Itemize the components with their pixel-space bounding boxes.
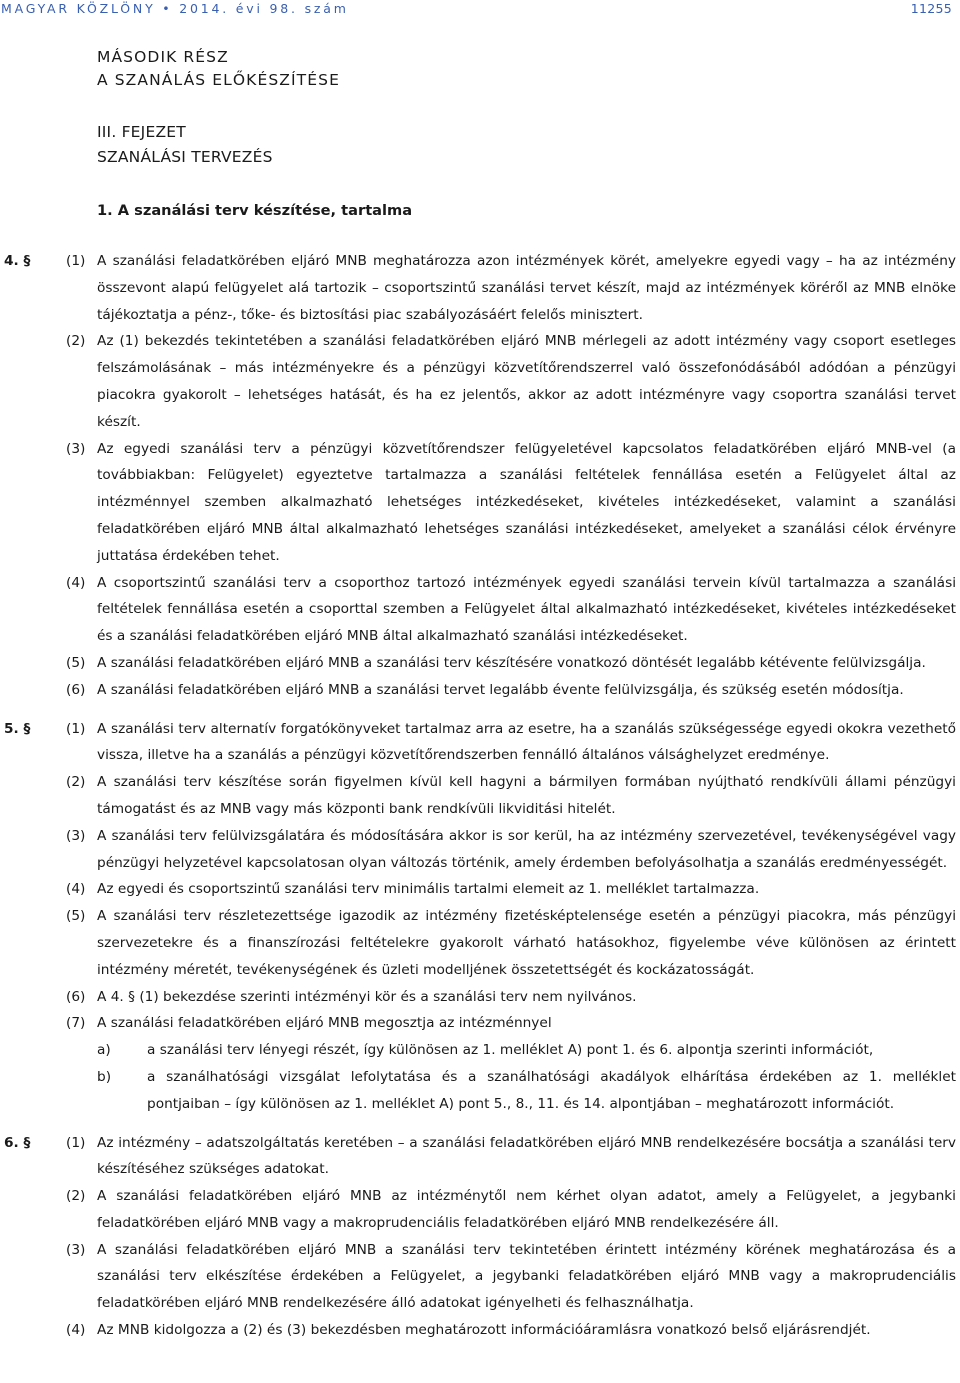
list-item-label: a): [97, 1042, 111, 1059]
paragraph: [0, 1010, 960, 1037]
paragraph: [0, 1183, 960, 1237]
paragraph-number: (4): [66, 574, 86, 591]
paragraph-number: (4): [66, 881, 86, 898]
paragraph-number: (1): [66, 253, 86, 269]
paragraph-text: A szanálási terv készítése során figyelmen kívül kell hagyni a bármilyen formában nyújtható rendkívüli állami pénzügyi támogatást és az MNB vagy más központi bank rendkívüli likviditási hitelét.: [97, 774, 956, 817]
list-item-label: b): [97, 1068, 112, 1085]
paragraph-number: (7): [66, 1015, 86, 1032]
paragraph: [0, 769, 960, 823]
paragraph: [0, 248, 960, 328]
paragraph-number: (6): [66, 988, 86, 1005]
paragraph-text: Az (1) bekezdés tekintetében a szanálási feladatkörében eljáró MNB mérlegeli az adott intézmény vagy csoport esetleges felszámolásának – más intézményekre és a pénzügyi közvetítőrendszerrel való összefonódásából adódóan a pénzügyi piacokra gyakorolt – lehetséges hatását, és ha ez jelentős, akkor az adott intézményre vagy csoportra szanálási tervet készít.: [97, 333, 956, 430]
chapter-label: III. FEJEZET: [97, 123, 186, 141]
paragraph-text: A szanálási terv részletezettsége igazodik az intézmény fizetésképtelensége esetén a pénzügyi piacokra, más pénzügyi szervezetekre és a finanszírozási feltételekre gyakorolt várható hatásokhoz, figyelembe véve különösen az érintett intézmény méretét, tevékenységének és üzleti modelljének összetettségét és kockázatosságát.: [97, 908, 956, 978]
paragraph-number: (1): [66, 720, 86, 737]
subtitle: 1. A szanálási terv készítése, tartalma: [97, 202, 413, 219]
page-number: 11255: [910, 1, 952, 16]
paragraph-number: (5): [66, 654, 86, 671]
paragraph: [0, 823, 960, 877]
paragraph-text: A szanálási terv felülvizsgálatára és módosítására akkor is sor kerül, ha az intézmény szervezetével, tevékenységével vagy pénzügyi helyzetével kapcsolatosan olyan változás történik, amely érdemben befolyásolhatja a szanálás eredményességét.: [97, 827, 956, 871]
list-item: [0, 1064, 960, 1118]
part-label: MÁSODIK RÉSZ: [97, 48, 229, 66]
paragraph-text: A szanálási terv alternatív forgatókönyveket tartalmaz arra az esetre, ha a szanálás szükségessége egyedi okokra vezethető vissza, illetve ha a szanálás a pénzügyi közvetítőrendszerben fennálló általános válsághelyzet eredménye.: [97, 720, 956, 764]
section-number: 6. §: [4, 1134, 31, 1151]
list-item-text: a szanálási terv lényegi részét, így különösen az 1. melléklet A) pont 1. és 6. alpontja szerinti információt,: [147, 1042, 874, 1059]
paragraph-text: A szanálási feladatkörében eljáró MNB megosztja az intézménnyel: [97, 1015, 552, 1032]
paragraph-text: A szanálási feladatkörében eljáró MNB meghatározza azon intézmények körét, amelyekre egyedi vagy – ha az intézmény összevont alapú felügyelet alá tartozik – csoportszintű szanálási tervet készít, majd az intézmények köréről az MNB elnöke tájékoztatja a pénz-, tőke- és biztosítási piac szabályozásáért felelős minisztert.: [97, 253, 956, 323]
paragraph: [0, 570, 960, 650]
paragraph-text: A szanálási feladatkörében eljáró MNB a szanálási terv készítésére vonatkozó döntését legalább kétévente felülvizsgálja.: [97, 654, 926, 671]
paragraph-number: (5): [66, 908, 86, 925]
paragraph-text: A szanálási feladatkörében eljáró MNB az intézménytől nem kérhet olyan adatot, amely a Felügyelet, a jegybanki feladatkörében eljáró MNB vagy a makroprudenciális feladatkörében eljáró MNB rendelkezésére áll.: [97, 1188, 956, 1231]
list-item-text: a szanálhatósági vizsgálat lefolytatása és a szanálhatósági akadályok elhárítása érdekében az 1. melléklet pontjaiban – így különösen az 1. melléklet A) pont 5., 8., 11. és 14. alpontjában – meghatározott információt.: [147, 1068, 956, 1112]
paragraph-text: Az intézmény – adatszolgáltatás keretében – a szanálási feladatkörében eljáró MNB rendelkezésére bocsátja a szanálási terv készítéséhez szükséges adatokat.: [97, 1134, 956, 1178]
paragraph: [0, 876, 960, 903]
paragraph-text: Az egyedi szanálási terv a pénzügyi közvetítőrendszer felügyeletével kapcsolatos feladatkörében eljáró MNB-vel (a továbbiakban: Felügyelet) egyeztetve tartalmazza a szanálási feltételek fennállása esetén a Felügyelet által az intézménnyel szemben alkalmazható lehetséges intézkedéseket, kivételes intézkedéseket, valamint a szanálási feladatkörében eljáró MNB által alkalmazható lehetséges szanálási intézkedéseket, amelyeket a szanálási célok érvényre juttatása érdekében tehet.: [97, 440, 956, 564]
section: [0, 248, 960, 704]
section-number: 4. §: [4, 253, 31, 269]
paragraph-text: A szanálási feladatkörében eljáró MNB a szanálási tervet legalább évente felülvizsgálja, és szükség esetén módosítja.: [97, 681, 904, 698]
paragraph: [0, 984, 960, 1011]
paragraph-number: (6): [66, 681, 86, 698]
paragraph-number: (3): [66, 440, 86, 457]
paragraph: [0, 716, 960, 770]
paragraph: [0, 1317, 960, 1344]
part-title: A SZANÁLÁS ELŐKÉSZÍTÉSE: [97, 71, 340, 89]
paragraph: [0, 436, 960, 570]
section: [0, 1130, 960, 1344]
paragraph-number: (3): [66, 1241, 86, 1258]
paragraph-text: A 4. § (1) bekezdése szerinti intézményi kör és a szanálási terv nem nyilvános.: [97, 988, 637, 1005]
paragraph: [0, 677, 960, 704]
running-header: [0, 0, 960, 20]
paragraph-text: A csoportszintű szanálási terv a csoporthoz tartozó intézmények egyedi szanálási tervein kívül tartalmazza a szanálási feltételek fennállása esetén a csoporttal szemben a Felügyelet által alkalmazható intézkedéseket, kivételes intézkedéseket és a szanálási feladatkörében eljáró MNB által alkalmazható szanálási intézkedéseket.: [97, 574, 956, 645]
paragraph-number: (4): [66, 1322, 86, 1339]
section: [0, 716, 960, 1118]
paragraph-text: Az egyedi és csoportszintű szanálási terv minimális tartalmi elemeit az 1. melléklet tartalmazza.: [97, 881, 760, 898]
paragraph: [0, 903, 960, 983]
paragraph: [0, 1130, 960, 1184]
chapter-title: SZANÁLÁSI TERVEZÉS: [97, 148, 273, 166]
legal-text: [0, 248, 960, 1344]
paragraph: [0, 1237, 960, 1317]
paragraph-number: (2): [66, 1188, 86, 1205]
section-number: 5. §: [4, 720, 31, 737]
paragraph-number: (1): [66, 1134, 86, 1151]
paragraph-number: (2): [66, 333, 86, 350]
paragraph: [0, 650, 960, 677]
paragraph-number: (2): [66, 774, 86, 791]
paragraph: [0, 328, 960, 435]
paragraph-text: A szanálási feladatkörében eljáró MNB a szanálási terv tekintetében érintett intézmény körének meghatározása és a szanálási terv elkészítése érdekében a Felügyelet, a jegybanki feladatkörében eljáró MNB vagy a makroprudenciális feladatkörében eljáró MNB rendelkezésére álló adatokat igényelheti és felhasználhatja.: [97, 1241, 956, 1312]
list-item: [0, 1037, 960, 1064]
running-title: MAGYAR KÖZLÖNY • 2014. évi 98. szám: [1, 1, 349, 16]
paragraph-number: (3): [66, 827, 86, 844]
paragraph-text: Az MNB kidolgozza a (2) és (3) bekezdésben meghatározott információáramlásra vonatkozó belső eljárásrendjét.: [97, 1322, 871, 1339]
